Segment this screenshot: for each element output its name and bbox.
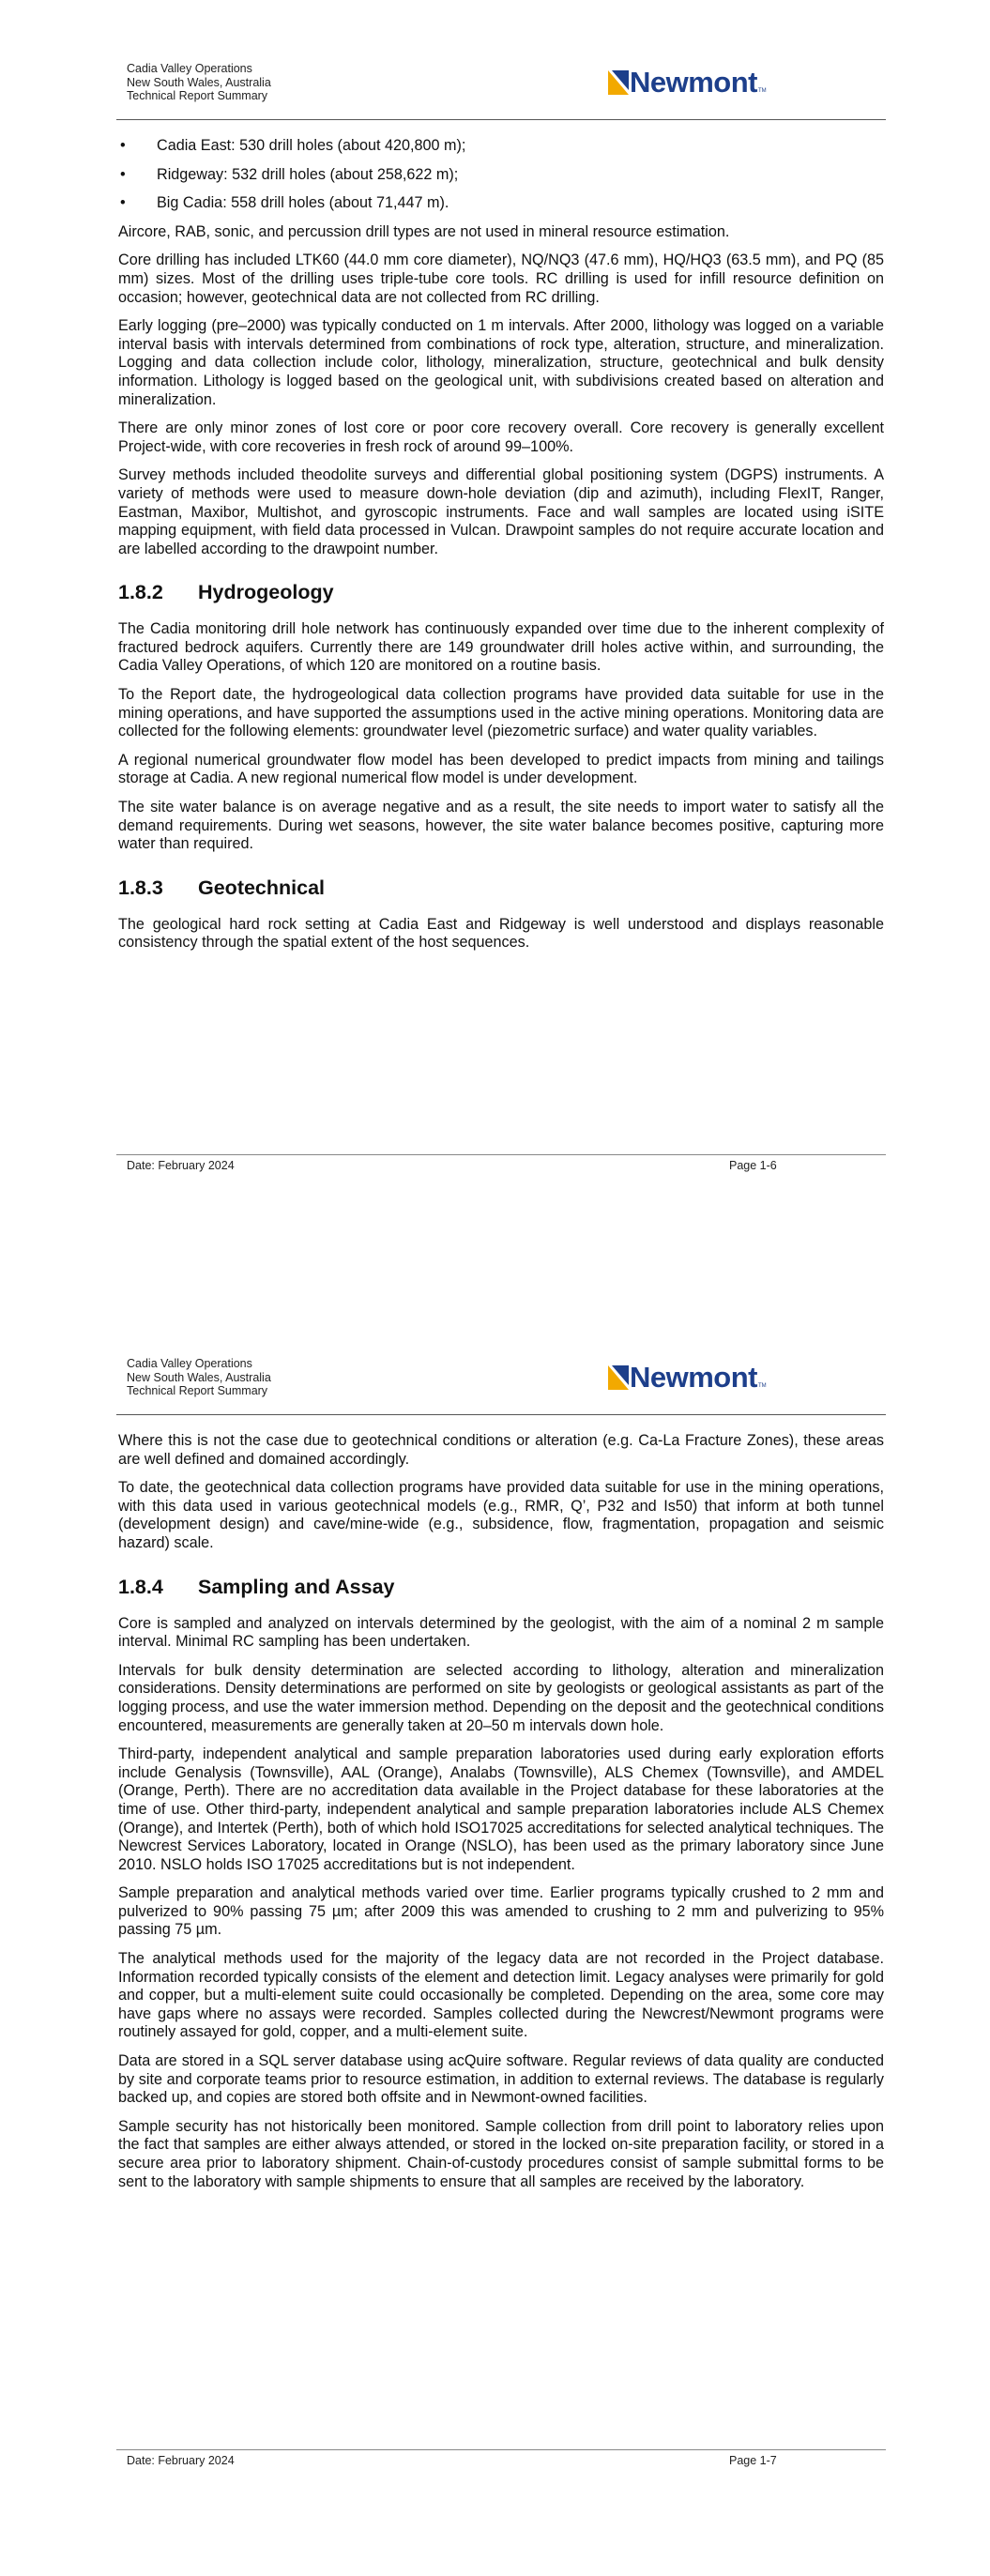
paragraph: Third-party, independent analytical and sample preparation laboratories used during early exploration efforts include Genalysis (Townsville), AAL (Orange), Analabs (Townsville), ALS Chemex (Townsville), and AMDEL (Orange, Perth). There are no accreditation data available in the Project database for these laboratories at the time of use. Other third-party, independent analytical and sample preparation laboratories include ALS Chemex (Orange), and Intertek (Perth), both of which hold ISO17025 accreditations for selected analytical techniques. The Newcrest Services Laboratory, located in Orange (NSLO), has been used as the primary laboratory since June 2010. NSLO holds ISO 17025 accreditations but is not independent.: [118, 1745, 884, 1873]
footer-rule: [116, 2449, 886, 2450]
header-line-3: Technical Report Summary: [127, 89, 268, 102]
footer-rule: [116, 1154, 886, 1155]
paragraph: Survey methods included theodolite surveys and differential global positioning system (DGPS) instruments. A variety of methods were used to measure down-hole deviation (dip and azimuth), including FlexIT, Ranger, Eastman, Maxibor, Multishot, and gyroscopic instruments. Face and wall samples are located using iSITE mapping equipment, with field data processed in Vulcan. Drawpoint samples do not require accurate location and are labelled according to the drawpoint number.: [118, 466, 884, 557]
paragraph: Sample security has not historically been monitored. Sample collection from drill point to laboratory relies upon the fact that samples are either always attended, or stored in the locked on-site preparation facility, or stored in a secure area prior to laboratory shipment. Chain-of-custody procedures consist of sample submittal forms to be sent to the laboratory with sample shipments to ensure that all samples are received by the laboratory.: [118, 2117, 884, 2190]
paragraph: Intervals for bulk density determination are selected according to lithology, alteration and mineralization considerations. Density determinations are performed on site by geologists or geological assistants as part of the logging process, and use the water immersion method. Depending on the deposit and the geotechnical conditions encountered, measurements are generally taken at 20–50 m intervals down hole.: [118, 1661, 884, 1734]
logo-wordmark: Newmont: [630, 1361, 757, 1394]
page-number: Page 1-6: [729, 1159, 777, 1172]
paragraph: Where this is not the case due to geotechnical conditions or alteration (e.g. Ca-La Fracture Zones), these areas are well defined and domained accordingly.: [118, 1432, 884, 1468]
section-heading-sampling-and-assay: 1.8.4 Sampling and Assay: [118, 1575, 395, 1598]
paragraph: Core drilling has included LTK60 (44.0 mm core diameter), NQ/NQ3 (47.6 mm), HQ/HQ3 (63.5 mm), and PQ (85 mm) sizes. Most of the drilling uses triple-tube core tools. RC drilling is used for infill resource definition on occasion; however, geotechnical data are not collected from RC drilling.: [118, 252, 884, 306]
paragraph: There are only minor zones of lost core or poor core recovery overall. Core recovery is generally excellent Project-wide, with core recoveries in fresh rock of around 99–100%.: [118, 419, 884, 455]
newmont-mark-icon: [608, 70, 629, 95]
paragraph: Sample preparation and analytical methods varied over time. Earlier programs typically crushed to 2 mm and pulverized to 90% passing 75 µm; after 2009 this was amended to crushing to 2 mm and pulverizing to 95% passing 75 µm.: [118, 1884, 884, 1939]
logo-trademark: TM: [758, 87, 767, 94]
section-heading-geotechnical: 1.8.3 Geotechnical: [118, 876, 326, 899]
report-header: [127, 1357, 271, 1398]
header-line-3: Technical Report Summary: [127, 1384, 268, 1397]
header-rule: [116, 1414, 886, 1415]
paragraph: The geological hard rock setting at Cadia East and Ridgeway is well understood and displays reasonable consistency through the spatial extent of the host sequences.: [118, 915, 884, 952]
paragraph: A regional numerical groundwater flow model has been developed to predict impacts from mining and tailings storage at Cadia. A new regional numerical flow model is under development.: [118, 751, 884, 787]
logo-trademark: TM: [758, 1382, 767, 1389]
paragraph: Core is sampled and analyzed on intervals determined by the geologist, with the aim of a nominal 2 m sample interval. Minimal RC sampling has been undertaken.: [118, 1614, 884, 1651]
paragraph: The analytical methods used for the majority of the legacy data are not recorded in the Project database. Information recorded typically consists of the element and detection limit. Legacy analyses were primarily for gold and copper, but a multi-element suite could occasionally be completed. Depending on the area, some core may have gaps where no assays were recorded. Samples collected during the Newcrest/Newmont programs were routinely assayed for gold, copper, and a multi-element suite.: [118, 1950, 884, 2041]
paragraph: To date, the geotechnical data collection programs have provided data suitable for use in the mining operations, with this data used in various geotechnical models (e.g., RMR, Q’, P32 and Is50) that inform at both tunnel (development design) and cave/mine-wide (e.g., subsidence, flow, fragmentation, propagation and seismic hazard) scale.: [118, 1479, 884, 1551]
footer-date: Date: February 2024: [127, 2454, 235, 2467]
newmont-mark-icon: [608, 1365, 629, 1390]
page-body: [118, 1432, 884, 2202]
header-line-2: New South Wales, Australia: [127, 1370, 271, 1384]
newmont-logo: [608, 1363, 767, 1392]
paragraph: Data are stored in a SQL server database using acQuire software. Regular reviews of data quality are conducted by site and corporate teams prior to resource estimation, in addition to external reviews. The database is regularly backed up, and copies are stored both offsite and in Newmont-owned facilities.: [118, 2052, 884, 2107]
header-rule: [116, 119, 886, 120]
newmont-logo: [608, 68, 767, 97]
paragraph: To the Report date, the hydrogeological data collection programs have provided data suitable for use in the mining operations, and have supported the assumptions used in the active mining operations. Monitoring data are collected for the following elements: groundwater level (piezometric surface) and water quality variables.: [118, 686, 884, 740]
page-1-7: [0, 1295, 990, 2576]
page-number: Page 1-7: [729, 2454, 777, 2467]
page-1-6: [0, 0, 990, 1281]
header-line-1: Cadia Valley Operations: [127, 62, 252, 75]
report-header: [127, 62, 271, 103]
bullet-item: • Cadia East: 530 drill holes (about 420,800 m);: [120, 137, 466, 154]
bullet-item: • Big Cadia: 558 drill holes (about 71,447 m).: [120, 194, 449, 212]
header-line-2: New South Wales, Australia: [127, 75, 271, 89]
section-heading-hydrogeology: 1.8.2 Hydrogeology: [118, 581, 334, 604]
paragraph: The Cadia monitoring drill hole network has continuously expanded over time due to the inherent complexity of fractured bedrock aquifers. Currently there are 149 groundwater drill holes active within, and surrounding, the Cadia Valley Operations, of which 120 are monitored on a routine basis.: [118, 620, 884, 675]
footer-date: Date: February 2024: [127, 1159, 235, 1172]
paragraph: Early logging (pre–2000) was typically conducted on 1 m intervals. After 2000, lithology was logged on a variable interval basis with intervals determined from combinations of rock type, alteration, structure, and mineralization. Logging and data collection include color, lithology, mineralization, structure, geotechnical and bulk density information. Lithology is logged based on the geological unit, with subdivisions created based on alteration and mineralization.: [118, 317, 884, 408]
page-body: [118, 137, 884, 963]
bullet-item: • Ridgeway: 532 drill holes (about 258,622 m);: [120, 165, 459, 183]
logo-wordmark: Newmont: [630, 66, 757, 99]
paragraph: The site water balance is on average negative and as a result, the site needs to import water to satisfy all the demand requirements. During wet seasons, however, the site water balance becomes positive, capturing more water than required.: [118, 799, 884, 853]
paragraph: Aircore, RAB, sonic, and percussion drill types are not used in mineral resource estimation.: [118, 222, 730, 240]
header-line-1: Cadia Valley Operations: [127, 1357, 252, 1370]
